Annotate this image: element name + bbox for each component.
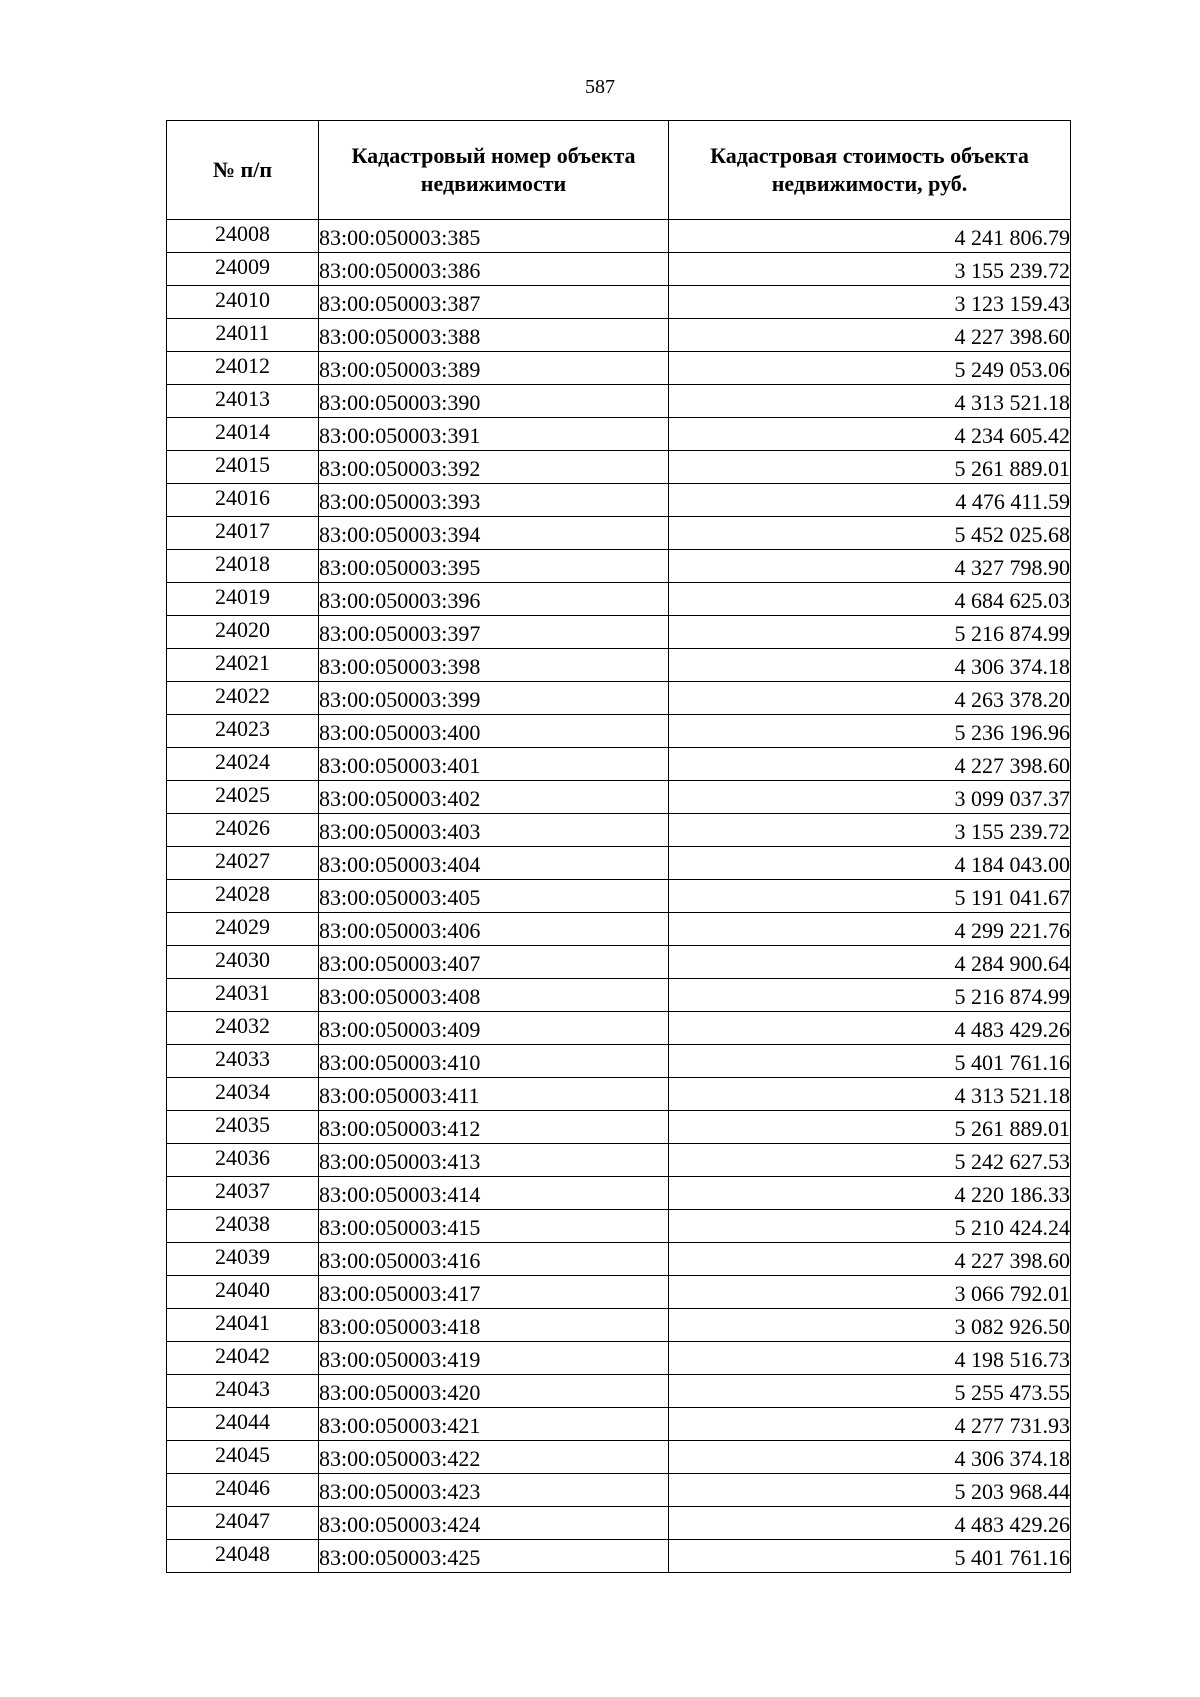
cadastral-value: 4 284 900.64 xyxy=(669,946,1071,979)
row-number: 24029 xyxy=(167,913,319,946)
table-row xyxy=(167,1177,1071,1210)
cadastral-number: 83:00:050003:423 xyxy=(319,1474,669,1507)
cadastral-value: 3 155 239.72 xyxy=(669,253,1071,286)
cadastral-number: 83:00:050003:405 xyxy=(319,880,669,913)
table-row xyxy=(167,286,1071,319)
cadastral-value: 5 452 025.68 xyxy=(669,517,1071,550)
cadastral-value: 5 191 041.67 xyxy=(669,880,1071,913)
table-row xyxy=(167,715,1071,748)
row-number: 24030 xyxy=(167,946,319,979)
cadastral-value-table xyxy=(166,120,1071,1573)
cadastral-number: 83:00:050003:407 xyxy=(319,946,669,979)
table-row xyxy=(167,352,1071,385)
cadastral-number: 83:00:050003:422 xyxy=(319,1441,669,1474)
table-row xyxy=(167,385,1071,418)
cadastral-value: 5 401 761.16 xyxy=(669,1045,1071,1078)
cadastral-value: 5 242 627.53 xyxy=(669,1144,1071,1177)
row-number: 24034 xyxy=(167,1078,319,1111)
table-row xyxy=(167,1078,1071,1111)
cadastral-number: 83:00:050003:417 xyxy=(319,1276,669,1309)
table-row xyxy=(167,913,1071,946)
table-header-row xyxy=(167,121,1071,220)
row-number: 24013 xyxy=(167,385,319,418)
row-number: 24014 xyxy=(167,418,319,451)
table-row xyxy=(167,1375,1071,1408)
row-number: 24045 xyxy=(167,1441,319,1474)
table-row xyxy=(167,1474,1071,1507)
cadastral-number: 83:00:050003:402 xyxy=(319,781,669,814)
row-number: 24041 xyxy=(167,1309,319,1342)
cadastral-number: 83:00:050003:409 xyxy=(319,1012,669,1045)
cadastral-value: 3 099 037.37 xyxy=(669,781,1071,814)
table-row xyxy=(167,847,1071,880)
cadastral-value: 5 261 889.01 xyxy=(669,1111,1071,1144)
cadastral-number: 83:00:050003:418 xyxy=(319,1309,669,1342)
table-row xyxy=(167,1441,1071,1474)
cadastral-value: 4 220 186.33 xyxy=(669,1177,1071,1210)
cadastral-value: 3 155 239.72 xyxy=(669,814,1071,847)
cadastral-number: 83:00:050003:394 xyxy=(319,517,669,550)
row-number: 24047 xyxy=(167,1507,319,1540)
row-number: 24035 xyxy=(167,1111,319,1144)
cadastral-number: 83:00:050003:412 xyxy=(319,1111,669,1144)
table-row xyxy=(167,781,1071,814)
cadastral-value: 4 684 625.03 xyxy=(669,583,1071,616)
cadastral-value: 5 249 053.06 xyxy=(669,352,1071,385)
row-number: 24026 xyxy=(167,814,319,847)
row-number: 24043 xyxy=(167,1375,319,1408)
row-number: 24040 xyxy=(167,1276,319,1309)
cadastral-number: 83:00:050003:392 xyxy=(319,451,669,484)
cadastral-number: 83:00:050003:386 xyxy=(319,253,669,286)
table-row xyxy=(167,814,1071,847)
table-row xyxy=(167,682,1071,715)
table-row xyxy=(167,484,1071,517)
row-number: 24009 xyxy=(167,253,319,286)
table-row xyxy=(167,451,1071,484)
cadastral-value: 4 184 043.00 xyxy=(669,847,1071,880)
row-number: 24048 xyxy=(167,1540,319,1573)
row-number: 24025 xyxy=(167,781,319,814)
cadastral-value: 4 227 398.60 xyxy=(669,1243,1071,1276)
page-number: 587 xyxy=(585,76,615,98)
cadastral-number: 83:00:050003:413 xyxy=(319,1144,669,1177)
cadastral-number: 83:00:050003:385 xyxy=(319,220,669,253)
cadastral-value: 5 216 874.99 xyxy=(669,979,1071,1012)
header-cadastral-value: Кадастровая стоимость объекта недвижимости, руб. xyxy=(669,121,1071,220)
row-number: 24046 xyxy=(167,1474,319,1507)
cadastral-number: 83:00:050003:400 xyxy=(319,715,669,748)
header-cadastral-number: Кадастровый номер объекта недвижимости xyxy=(319,121,669,220)
cadastral-number: 83:00:050003:424 xyxy=(319,1507,669,1540)
cadastral-value: 5 261 889.01 xyxy=(669,451,1071,484)
cadastral-number: 83:00:050003:415 xyxy=(319,1210,669,1243)
cadastral-value: 4 198 516.73 xyxy=(669,1342,1071,1375)
cadastral-number: 83:00:050003:416 xyxy=(319,1243,669,1276)
cadastral-value: 4 227 398.60 xyxy=(669,748,1071,781)
cadastral-number: 83:00:050003:401 xyxy=(319,748,669,781)
table-row xyxy=(167,748,1071,781)
cadastral-number: 83:00:050003:391 xyxy=(319,418,669,451)
cadastral-number: 83:00:050003:421 xyxy=(319,1408,669,1441)
cadastral-number: 83:00:050003:397 xyxy=(319,616,669,649)
cadastral-number: 83:00:050003:408 xyxy=(319,979,669,1012)
row-number: 24018 xyxy=(167,550,319,583)
table-row xyxy=(167,550,1071,583)
table-row xyxy=(167,1276,1071,1309)
row-number: 24011 xyxy=(167,319,319,352)
cadastral-value: 5 203 968.44 xyxy=(669,1474,1071,1507)
row-number: 24037 xyxy=(167,1177,319,1210)
table-row xyxy=(167,1540,1071,1573)
cadastral-value: 4 313 521.18 xyxy=(669,1078,1071,1111)
table-row xyxy=(167,1243,1071,1276)
cadastral-value: 3 066 792.01 xyxy=(669,1276,1071,1309)
cadastral-number: 83:00:050003:396 xyxy=(319,583,669,616)
cadastral-value: 5 210 424.24 xyxy=(669,1210,1071,1243)
cadastral-number: 83:00:050003:414 xyxy=(319,1177,669,1210)
cadastral-value: 5 255 473.55 xyxy=(669,1375,1071,1408)
table-row xyxy=(167,979,1071,1012)
table-row xyxy=(167,1012,1071,1045)
cadastral-number: 83:00:050003:395 xyxy=(319,550,669,583)
row-number: 24022 xyxy=(167,682,319,715)
row-number: 24023 xyxy=(167,715,319,748)
row-number: 24016 xyxy=(167,484,319,517)
cadastral-number: 83:00:050003:387 xyxy=(319,286,669,319)
table-row xyxy=(167,517,1071,550)
cadastral-value: 3 082 926.50 xyxy=(669,1309,1071,1342)
cadastral-value: 4 306 374.18 xyxy=(669,1441,1071,1474)
row-number: 24036 xyxy=(167,1144,319,1177)
cadastral-number: 83:00:050003:388 xyxy=(319,319,669,352)
cadastral-number: 83:00:050003:406 xyxy=(319,913,669,946)
row-number: 24012 xyxy=(167,352,319,385)
row-number: 24032 xyxy=(167,1012,319,1045)
table-row xyxy=(167,1507,1071,1540)
table-row xyxy=(167,1309,1071,1342)
row-number: 24038 xyxy=(167,1210,319,1243)
cadastral-value: 4 277 731.93 xyxy=(669,1408,1071,1441)
table-row xyxy=(167,880,1071,913)
cadastral-number: 83:00:050003:403 xyxy=(319,814,669,847)
cadastral-value: 5 401 761.16 xyxy=(669,1540,1071,1573)
row-number: 24044 xyxy=(167,1408,319,1441)
cadastral-number: 83:00:050003:420 xyxy=(319,1375,669,1408)
row-number: 24033 xyxy=(167,1045,319,1078)
cadastral-number: 83:00:050003:398 xyxy=(319,649,669,682)
row-number: 24017 xyxy=(167,517,319,550)
row-number: 24015 xyxy=(167,451,319,484)
row-number: 24028 xyxy=(167,880,319,913)
cadastral-number: 83:00:050003:419 xyxy=(319,1342,669,1375)
row-number: 24008 xyxy=(167,220,319,253)
cadastral-value: 4 227 398.60 xyxy=(669,319,1071,352)
table-row xyxy=(167,583,1071,616)
cadastral-value: 4 483 429.26 xyxy=(669,1012,1071,1045)
row-number: 24021 xyxy=(167,649,319,682)
cadastral-value: 4 327 798.90 xyxy=(669,550,1071,583)
row-number: 24042 xyxy=(167,1342,319,1375)
cadastral-value: 3 123 159.43 xyxy=(669,286,1071,319)
cadastral-number: 83:00:050003:410 xyxy=(319,1045,669,1078)
cadastral-value: 5 216 874.99 xyxy=(669,616,1071,649)
row-number: 24019 xyxy=(167,583,319,616)
cadastral-value: 4 299 221.76 xyxy=(669,913,1071,946)
cadastral-value: 4 483 429.26 xyxy=(669,1507,1071,1540)
row-number: 24027 xyxy=(167,847,319,880)
cadastral-number: 83:00:050003:399 xyxy=(319,682,669,715)
table-row xyxy=(167,1342,1071,1375)
cadastral-number: 83:00:050003:425 xyxy=(319,1540,669,1573)
header-num: № п/п xyxy=(167,121,319,220)
table-row xyxy=(167,616,1071,649)
cadastral-value: 4 263 378.20 xyxy=(669,682,1071,715)
cadastral-number: 83:00:050003:390 xyxy=(319,385,669,418)
row-number: 24020 xyxy=(167,616,319,649)
cadastral-value: 4 313 521.18 xyxy=(669,385,1071,418)
table-row xyxy=(167,319,1071,352)
row-number: 24010 xyxy=(167,286,319,319)
cadastral-value: 4 234 605.42 xyxy=(669,418,1071,451)
table-body xyxy=(167,220,1071,1573)
row-number: 24031 xyxy=(167,979,319,1012)
table-row xyxy=(167,1045,1071,1078)
table-row xyxy=(167,220,1071,253)
table-row xyxy=(167,946,1071,979)
table-row xyxy=(167,418,1071,451)
table-row xyxy=(167,1144,1071,1177)
row-number: 24024 xyxy=(167,748,319,781)
cadastral-value: 4 476 411.59 xyxy=(669,484,1071,517)
cadastral-number: 83:00:050003:404 xyxy=(319,847,669,880)
table-row xyxy=(167,253,1071,286)
cadastral-value: 5 236 196.96 xyxy=(669,715,1071,748)
cadastral-number: 83:00:050003:393 xyxy=(319,484,669,517)
cadastral-number: 83:00:050003:411 xyxy=(319,1078,669,1111)
cadastral-value: 4 241 806.79 xyxy=(669,220,1071,253)
table-row xyxy=(167,1408,1071,1441)
table-row xyxy=(167,1111,1071,1144)
cadastral-number: 83:00:050003:389 xyxy=(319,352,669,385)
table-row xyxy=(167,1210,1071,1243)
row-number: 24039 xyxy=(167,1243,319,1276)
table-row xyxy=(167,649,1071,682)
cadastral-value: 4 306 374.18 xyxy=(669,649,1071,682)
